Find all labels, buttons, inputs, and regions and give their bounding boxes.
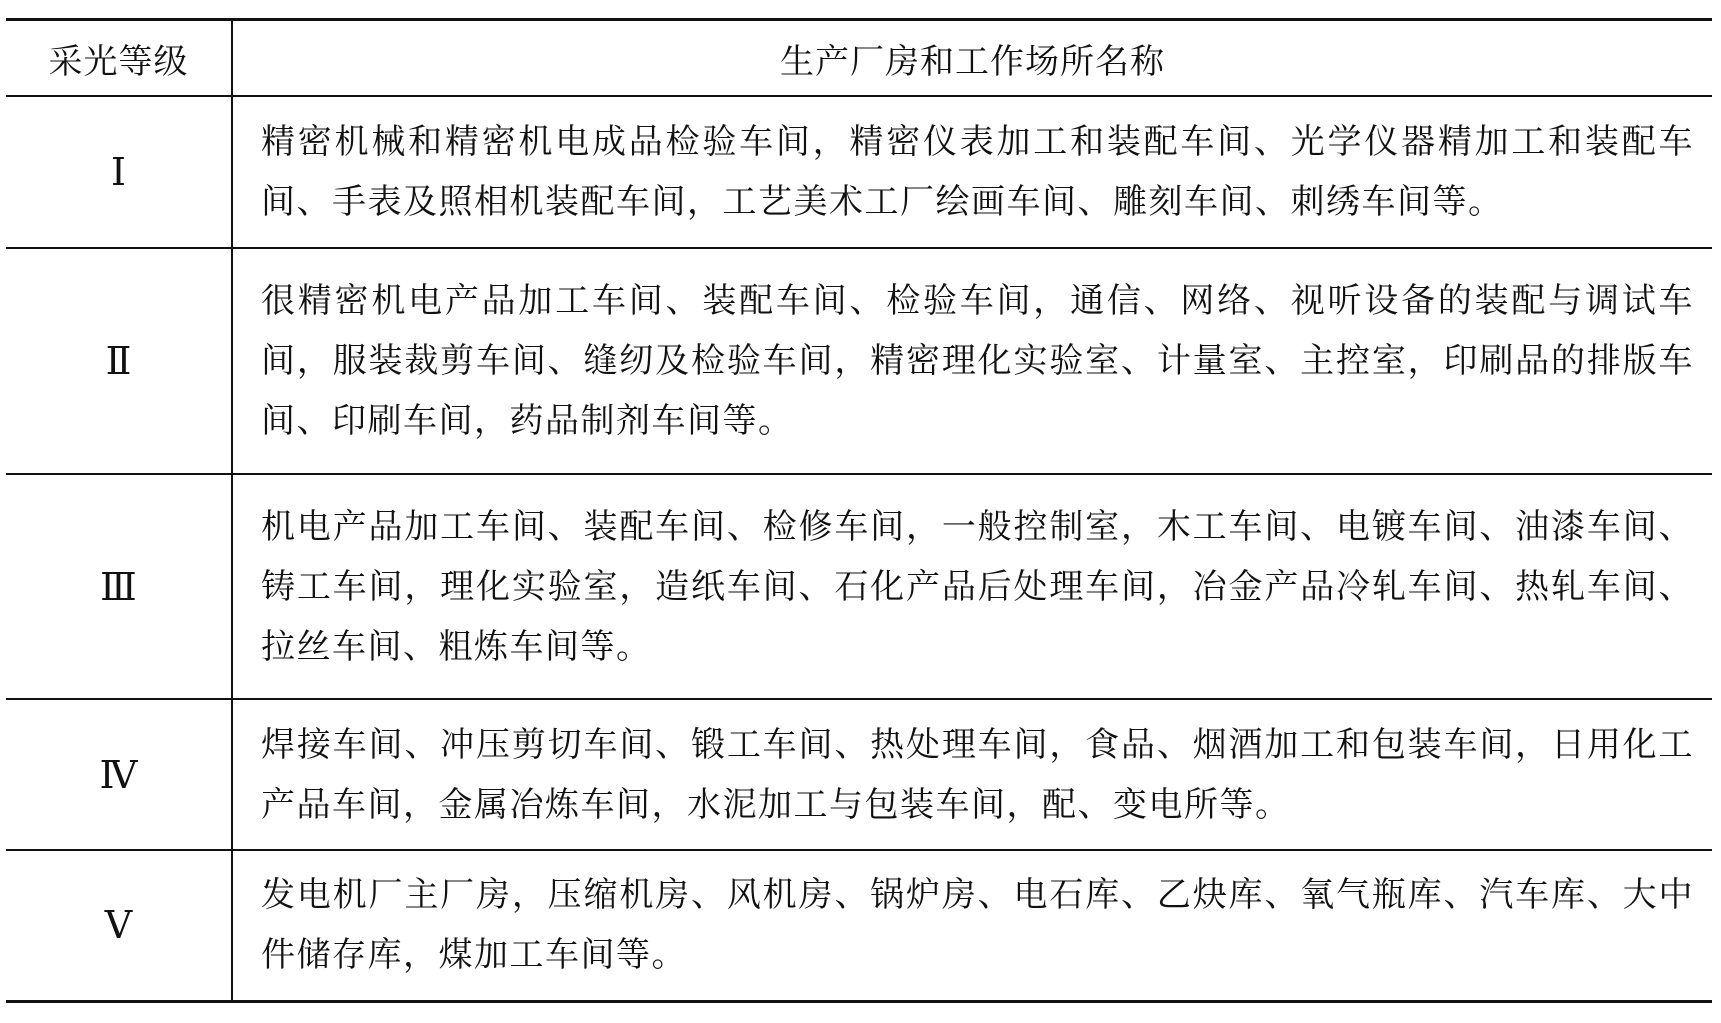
grade-cell: Ⅲ: [6, 474, 232, 699]
table-body: [6, 96, 1712, 1001]
grade-table: [6, 18, 1712, 1003]
header-workplace-name: 生产厂房和工作场所名称: [780, 41, 1165, 82]
grade-cell: Ⅳ: [6, 699, 232, 850]
table-row: [6, 248, 1712, 474]
grade-cell: Ⅴ: [6, 850, 232, 1001]
grade-cell: Ⅰ: [6, 96, 232, 248]
table-row: [6, 699, 1712, 850]
description-cell: 很精密机电产品加工车间、装配车间、检验车间，通信、网络、视听设备的装配与调试车间，服装裁剪车间、缝纫及检验车间，精密理化实验室、计量室、主控室，印刷品的排版车间、印刷车间，药品制剂车间等。: [261, 281, 1694, 441]
daylighting-grade-table: [6, 18, 1712, 1003]
header-row: [6, 20, 1712, 97]
description-cell: 焊接车间、冲压剪切车间、锻工车间、热处理车间，食品、烟酒加工和包装车间，日用化工产品车间，金属冶炼车间，水泥加工与包装车间，配、变电所等。: [261, 724, 1694, 825]
table-header: [6, 20, 1712, 97]
grade-cell: Ⅱ: [6, 248, 232, 474]
table-row: [6, 474, 1712, 699]
header-grade: 采光等级: [6, 20, 232, 97]
table-row: [6, 96, 1712, 248]
description-cell: 机电产品加工车间、装配车间、检修车间，一般控制室，木工车间、电镀车间、油漆车间、铸工车间，理化实验室，造纸车间、石化产品后处理车间，冶金产品冷轧车间、热轧车间、拉丝车间、粗炼车间等。: [261, 506, 1694, 667]
table-row: [6, 850, 1712, 1001]
description-cell: 精密机械和精密机电成品检验车间，精密仪表加工和装配车间、光学仪器精加工和装配车间、手表及照相机装配车间，工艺美术工厂绘画车间、雕刻车间、刺绣车间等。: [261, 122, 1694, 222]
description-cell: 发电机厂主厂房，压缩机房、风机房、锅炉房、电石库、乙炔库、氧气瓶库、汽车库、大中件储存库，煤加工车间等。: [261, 875, 1694, 976]
